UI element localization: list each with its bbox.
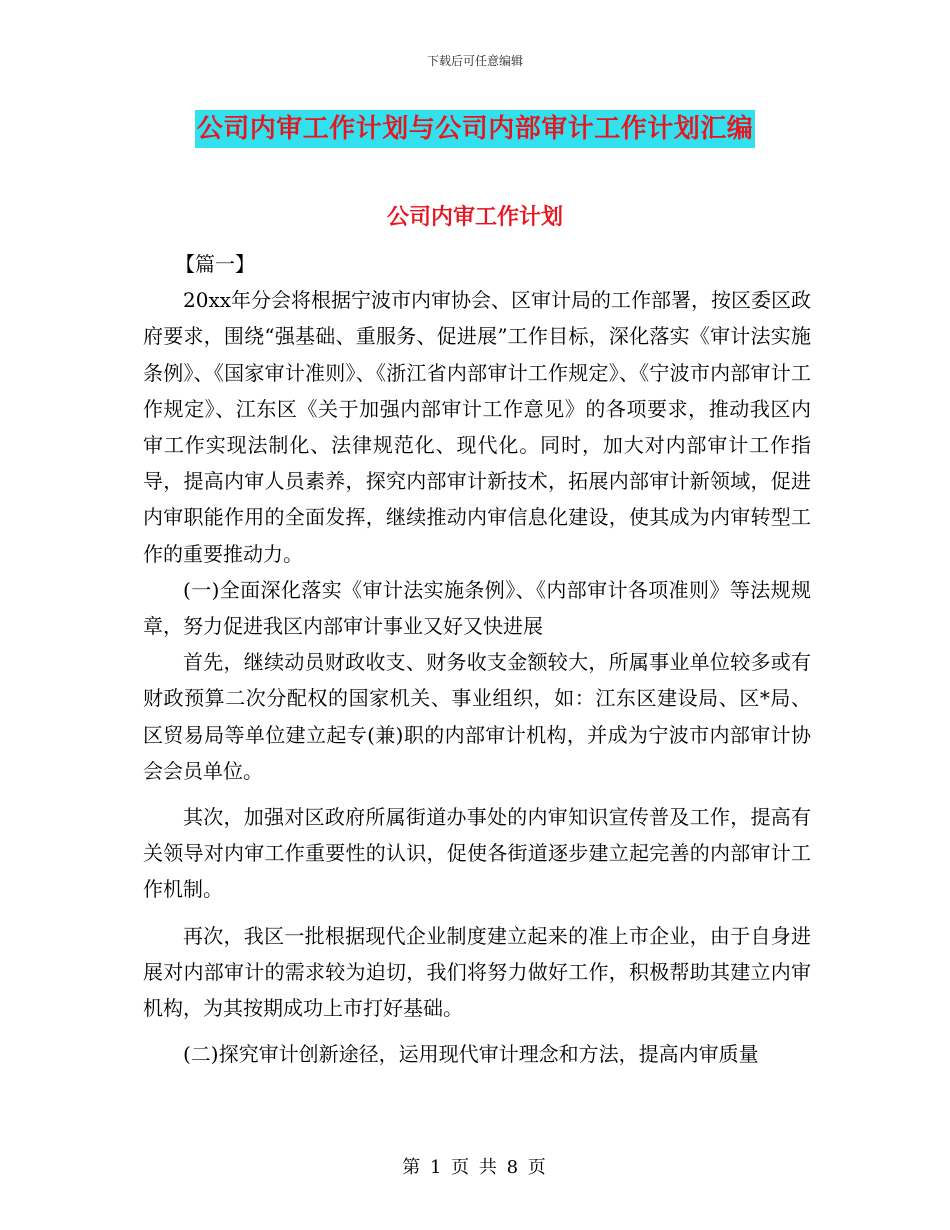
document-title-wrapper [0, 110, 950, 148]
body-paragraph: (二)探究审计创新途径，运用现代审计理念和方法，提高内审质量 [183, 1042, 759, 1067]
body-paragraph: 再次，我区一批根据现代企业制度建立起来的准上市企业，由于自身进展对内部审计的需求较为迫切，我们将努力做好工作，积极帮助其建立内审机构，为其按期成功上市打好基础。 [143, 923, 811, 1021]
page-header-note: 下载后可任意编辑 [426, 54, 523, 68]
section-label: 【篇一】 [175, 252, 255, 276]
body-paragraph: 20xx年分会将根据宁波市内审协会、区审计局的工作部署，按区委区政府要求，围绕“强基础、重服务、促进展”工作目标，深化落实《审计法实施条例》、《国家审计准则》、《浙江省内部审计工作规定》、《宁波市内部审计工作规定》、江东区《关于加强内部审计工作意见》的各项要求，推动我区内审工作实现法制化、法律规范化、现代化。同时，加大对内部审计工作指导，提高内审人员素养，探究内部审计新技术，拓展内部审计新领域，促进内审职能作用的全面发挥，继续推动内审信息化建设，使其成为内审转型工作的重要推动力。 [143, 288, 812, 566]
body-paragraph: 首先，继续动员财政收支、财务收支金额较大，所属事业单位较多或有财政预算二次分配权的国家机关、事业组织，如：江东区建设局、区*局、区贸易局等单位建立起专(兼)职的内部审计机构，并成为宁波市内部审计协会会员单位。 [143, 650, 811, 783]
page-footer-indicator: 第 1 页 共 8 页 [402, 1157, 548, 1178]
document-body [143, 246, 811, 1072]
body-paragraph: (一)全面深化落实《审计法实施条例》、《内部审计各项准则》等法规规章，努力促进我区内部审计事业又好又快进展 [143, 577, 811, 639]
document-subtitle: 公司内审工作计划 [386, 205, 563, 230]
body-paragraph: 其次，加强对区政府所属街道办事处的内审知识宣传普及工作，提高有关领导对内审工作重要性的认识，促使各街道逐步建立起完善的内部审计工作机制。 [143, 805, 811, 902]
document-title: 公司内审工作计划与公司内部审计工作计划汇编 [195, 110, 756, 148]
